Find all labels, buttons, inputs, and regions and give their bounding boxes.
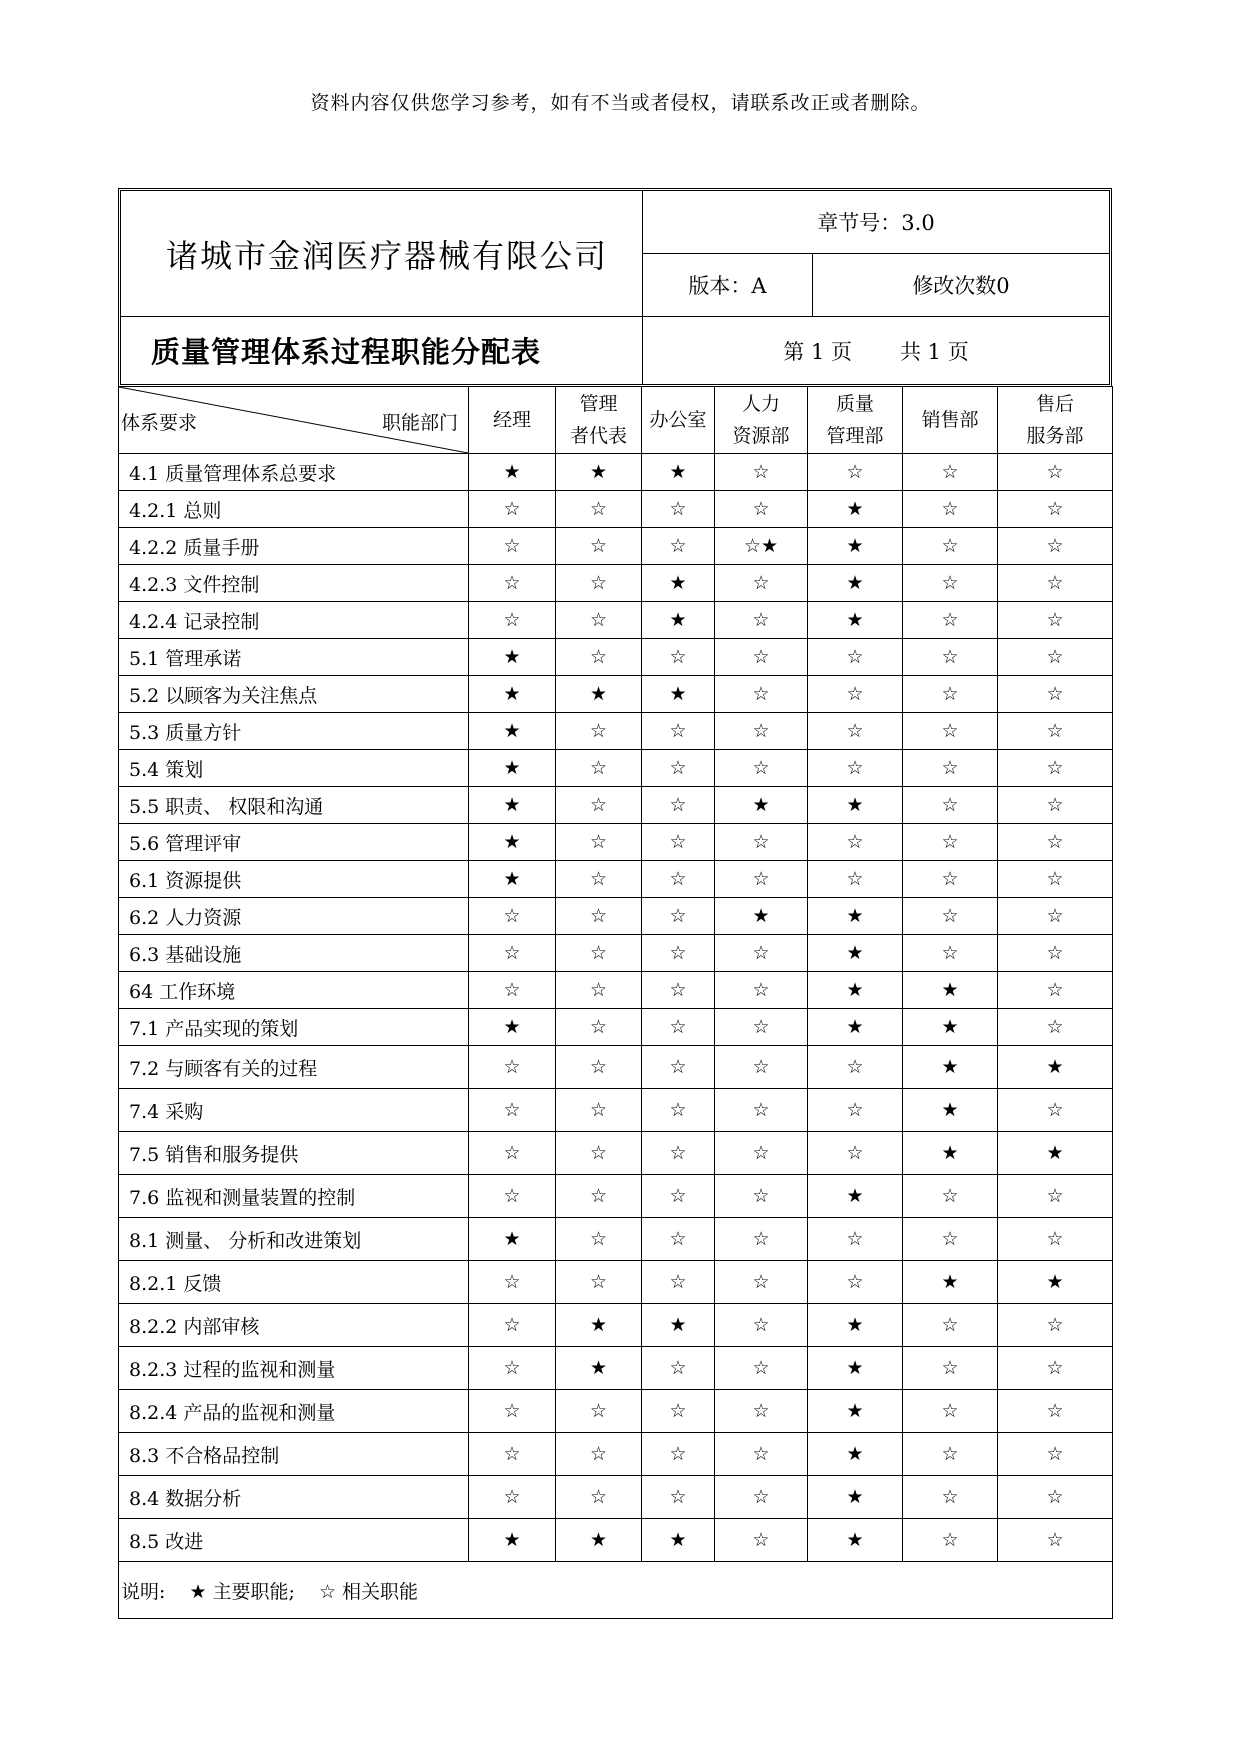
function-mark-cell: ☆ — [903, 787, 998, 824]
function-mark-cell: ☆ — [556, 972, 642, 1009]
function-mark-cell: ★ — [808, 1433, 903, 1476]
function-mark-cell: ☆ — [556, 1390, 642, 1433]
function-mark-cell: ★ — [808, 787, 903, 824]
function-mark-cell: ☆ — [715, 1261, 808, 1304]
function-mark-cell: ☆ — [903, 602, 998, 639]
function-mark-cell: ☆ — [715, 1218, 808, 1261]
requirement-cell: 8.2.1 反馈 — [119, 1261, 469, 1304]
function-mark-cell: ☆ — [998, 1009, 1113, 1046]
table-row — [119, 676, 1113, 713]
requirement-cell: 8.3 不合格品控制 — [119, 1433, 469, 1476]
function-mark-cell: ☆ — [715, 1175, 808, 1218]
dept-header-manager: 经理 — [469, 387, 556, 454]
function-allocation-table — [118, 386, 1113, 1619]
requirement-cell: 4.2.4 记录控制 — [119, 602, 469, 639]
function-mark-cell: ☆ — [808, 454, 903, 491]
function-mark-cell: ☆ — [903, 1175, 998, 1218]
dept-header-sales: 销售部 — [903, 387, 998, 454]
table-row — [119, 861, 1113, 898]
function-mark-cell: ☆ — [998, 972, 1113, 1009]
function-mark-cell: ☆ — [998, 528, 1113, 565]
function-mark-cell: ☆ — [903, 1476, 998, 1519]
table-row — [119, 824, 1113, 861]
function-mark-cell: ☆ — [715, 1476, 808, 1519]
legend-row — [119, 1562, 1113, 1619]
function-mark-cell: ☆ — [469, 1089, 556, 1132]
function-mark-cell: ☆ — [642, 528, 715, 565]
function-mark-cell: ★ — [808, 1304, 903, 1347]
function-mark-cell: ☆ — [903, 528, 998, 565]
table-row — [119, 528, 1113, 565]
function-mark-cell: ☆ — [556, 1089, 642, 1132]
function-mark-cell: ★ — [998, 1261, 1113, 1304]
requirement-cell: 4.1 质量管理体系总要求 — [119, 454, 469, 491]
dept-header-mgmt-rep: 管理 者代表 — [556, 387, 642, 454]
function-mark-cell: ☆ — [998, 1347, 1113, 1390]
related-star-icon: ☆ — [318, 1580, 336, 1603]
requirement-cell: 8.2.3 过程的监视和测量 — [119, 1347, 469, 1390]
function-mark-cell: ☆ — [998, 1519, 1113, 1562]
function-mark-cell: ★ — [808, 898, 903, 935]
table-row — [119, 750, 1113, 787]
function-mark-cell: ★ — [808, 1476, 903, 1519]
requirement-cell: 4.2.1 总则 — [119, 491, 469, 528]
function-mark-cell: ★ — [998, 1132, 1113, 1175]
function-mark-cell: ★ — [808, 602, 903, 639]
departments-label: 职能部门 — [381, 412, 458, 434]
function-mark-cell: ★ — [808, 1009, 903, 1046]
table-row — [119, 1347, 1113, 1390]
function-mark-cell: ★ — [903, 972, 998, 1009]
dept-header-quality: 质量 管理部 — [808, 387, 903, 454]
function-mark-cell: ☆ — [998, 1218, 1113, 1261]
function-mark-cell: ☆ — [469, 898, 556, 935]
page-current: 第 1 页 — [783, 339, 852, 364]
function-mark-cell: ☆ — [642, 972, 715, 1009]
function-mark-cell: ☆ — [808, 676, 903, 713]
function-mark-cell: ☆ — [715, 1519, 808, 1562]
function-mark-cell: ★ — [903, 1261, 998, 1304]
function-mark-cell: ☆ — [469, 528, 556, 565]
function-mark-cell: ☆ — [556, 1046, 642, 1089]
function-mark-cell: ☆ — [469, 1261, 556, 1304]
function-mark-cell: ☆ — [469, 491, 556, 528]
function-mark-cell: ☆ — [808, 1089, 903, 1132]
function-mark-cell: ☆ — [556, 602, 642, 639]
table-row — [119, 639, 1113, 676]
function-mark-cell: ☆ — [469, 972, 556, 1009]
dept-header-aftersales: 售后 服务部 — [998, 387, 1113, 454]
function-mark-cell: ☆ — [556, 1218, 642, 1261]
function-mark-cell: ☆ — [715, 454, 808, 491]
function-mark-cell: ☆ — [903, 1390, 998, 1433]
function-mark-cell: ☆ — [903, 1304, 998, 1347]
function-mark-cell: ☆ — [715, 935, 808, 972]
table-row — [119, 1089, 1113, 1132]
function-mark-cell: ☆ — [556, 750, 642, 787]
function-mark-cell: ☆ — [469, 1304, 556, 1347]
table-row — [119, 491, 1113, 528]
function-mark-cell: ☆ — [715, 676, 808, 713]
table-row — [119, 1304, 1113, 1347]
function-mark-cell: ☆ — [903, 898, 998, 935]
function-mark-cell: ☆ — [808, 824, 903, 861]
table-row — [119, 787, 1113, 824]
company-name: 诸城市金润医疗器械有限公司 — [121, 191, 643, 317]
requirement-cell: 8.1 测量、 分析和改进策划 — [119, 1218, 469, 1261]
table-row — [119, 565, 1113, 602]
function-mark-cell: ☆ — [642, 1433, 715, 1476]
function-mark-cell: ★ — [808, 1347, 903, 1390]
page-indicator — [643, 317, 1109, 384]
function-mark-cell: ★ — [469, 713, 556, 750]
function-mark-cell: ☆ — [642, 935, 715, 972]
function-mark-cell: ☆ — [903, 1519, 998, 1562]
function-mark-cell: ☆ — [642, 1089, 715, 1132]
table-row — [119, 1132, 1113, 1175]
function-mark-cell: ☆ — [642, 1476, 715, 1519]
function-mark-cell: ☆ — [556, 713, 642, 750]
function-mark-cell: ☆ — [642, 1009, 715, 1046]
function-mark-cell: ★ — [556, 676, 642, 713]
function-mark-cell: ★ — [642, 602, 715, 639]
function-mark-cell: ★ — [808, 1390, 903, 1433]
function-mark-cell: ☆ — [998, 1304, 1113, 1347]
function-mark-cell: ☆ — [998, 824, 1113, 861]
requirement-cell: 64 工作环境 — [119, 972, 469, 1009]
function-mark-cell: ☆ — [808, 1218, 903, 1261]
function-mark-cell: ☆ — [903, 676, 998, 713]
function-mark-cell: ☆ — [469, 1175, 556, 1218]
function-mark-cell: ★ — [642, 565, 715, 602]
table-row — [119, 1433, 1113, 1476]
function-mark-cell: ☆ — [715, 972, 808, 1009]
function-mark-cell: ★ — [998, 1046, 1113, 1089]
table-row — [119, 1519, 1113, 1562]
legend-primary-text: 主要职能; — [212, 1580, 295, 1603]
function-mark-cell: ★ — [469, 1218, 556, 1261]
function-mark-cell: ☆ — [998, 676, 1113, 713]
function-mark-cell: ☆ — [556, 861, 642, 898]
legend-cell — [119, 1562, 1113, 1619]
system-requirements-label: 体系要求 — [121, 412, 198, 434]
function-mark-cell: ★ — [469, 639, 556, 676]
function-mark-cell: ☆ — [715, 1009, 808, 1046]
legend-prefix: 说明: — [121, 1580, 166, 1603]
function-mark-cell: ☆ — [998, 602, 1113, 639]
function-mark-cell: ★ — [903, 1089, 998, 1132]
function-mark-cell: ☆ — [469, 935, 556, 972]
legend-related-text: 相关职能 — [342, 1580, 419, 1603]
requirement-cell: 8.2.4 产品的监视和测量 — [119, 1390, 469, 1433]
function-mark-cell: ★ — [808, 1519, 903, 1562]
requirement-cell: 6.1 资源提供 — [119, 861, 469, 898]
requirement-cell: 7.4 采购 — [119, 1089, 469, 1132]
function-mark-cell: ★ — [469, 1519, 556, 1562]
function-mark-cell: ★ — [556, 1519, 642, 1562]
function-mark-cell: ☆ — [556, 787, 642, 824]
function-mark-cell: ☆ — [903, 1218, 998, 1261]
function-mark-cell: ☆ — [998, 1390, 1113, 1433]
function-mark-cell: ☆ — [715, 750, 808, 787]
function-mark-cell: ☆ — [808, 1132, 903, 1175]
function-mark-cell: ★ — [808, 491, 903, 528]
chapter-number: 章节号：3.0 — [643, 191, 1109, 254]
function-mark-cell: ☆ — [998, 639, 1113, 676]
function-mark-cell: ☆ — [642, 861, 715, 898]
function-mark-cell: ☆ — [642, 1390, 715, 1433]
function-mark-cell: ☆ — [998, 787, 1113, 824]
requirement-cell: 6.2 人力资源 — [119, 898, 469, 935]
function-mark-cell: ☆ — [556, 935, 642, 972]
function-mark-cell: ☆ — [903, 454, 998, 491]
table-row — [119, 1175, 1113, 1218]
requirement-cell: 5.2 以顾客为关注焦点 — [119, 676, 469, 713]
requirement-cell: 7.5 销售和服务提供 — [119, 1132, 469, 1175]
function-mark-cell: ★ — [469, 824, 556, 861]
function-mark-cell: ☆ — [556, 1009, 642, 1046]
function-mark-cell: ☆ — [998, 565, 1113, 602]
function-mark-cell: ☆ — [556, 528, 642, 565]
function-mark-cell: ★ — [715, 787, 808, 824]
table-body — [119, 454, 1113, 1562]
table-row — [119, 1261, 1113, 1304]
function-mark-cell: ☆ — [556, 1261, 642, 1304]
requirement-cell: 7.6 监视和测量装置的控制 — [119, 1175, 469, 1218]
function-mark-cell: ★ — [642, 1304, 715, 1347]
function-mark-cell: ★ — [808, 565, 903, 602]
table-row — [119, 1390, 1113, 1433]
function-mark-cell: ☆ — [642, 1347, 715, 1390]
table-row — [119, 1218, 1113, 1261]
function-mark-cell: ★ — [469, 1009, 556, 1046]
requirement-cell: 5.6 管理评审 — [119, 824, 469, 861]
function-mark-cell: ★ — [903, 1046, 998, 1089]
function-mark-cell: ★ — [808, 972, 903, 1009]
function-mark-cell: ☆ — [808, 861, 903, 898]
version-label: 版本：A — [643, 254, 813, 317]
watermark-disclaimer: 资料内容仅供您学习参考，如有不当或者侵权，请联系改正或者删除。 — [310, 92, 931, 114]
function-mark-cell: ★ — [903, 1132, 998, 1175]
function-mark-cell: ☆ — [469, 1390, 556, 1433]
function-mark-cell: ★ — [556, 1347, 642, 1390]
function-mark-cell: ☆ — [642, 1218, 715, 1261]
function-mark-cell: ★ — [642, 454, 715, 491]
function-mark-cell: ☆ — [642, 1175, 715, 1218]
function-mark-cell: ★ — [642, 676, 715, 713]
function-mark-cell: ☆ — [469, 1433, 556, 1476]
function-mark-cell: ☆ — [469, 1347, 556, 1390]
requirement-cell: 5.5 职责、 权限和沟通 — [119, 787, 469, 824]
requirement-cell: 5.3 质量方针 — [119, 713, 469, 750]
table-row — [119, 454, 1113, 491]
requirement-cell: 8.5 改进 — [119, 1519, 469, 1562]
function-mark-cell: ☆ — [715, 1347, 808, 1390]
function-mark-cell: ★ — [808, 935, 903, 972]
function-mark-cell: ☆ — [808, 1046, 903, 1089]
function-mark-cell: ★ — [808, 528, 903, 565]
function-mark-cell: ☆ — [998, 750, 1113, 787]
document-header — [118, 188, 1112, 387]
table-row — [119, 1476, 1113, 1519]
requirement-cell: 4.2.2 质量手册 — [119, 528, 469, 565]
function-mark-cell: ☆ — [642, 1261, 715, 1304]
table-row — [119, 1009, 1113, 1046]
function-mark-cell: ☆ — [556, 565, 642, 602]
function-mark-cell: ☆ — [903, 935, 998, 972]
function-mark-cell: ★ — [556, 1304, 642, 1347]
requirement-cell: 6.3 基础设施 — [119, 935, 469, 972]
primary-star-icon: ★ — [189, 1580, 207, 1603]
function-mark-cell: ☆ — [469, 602, 556, 639]
function-mark-cell: ☆ — [642, 787, 715, 824]
function-mark-cell: ☆ — [715, 1089, 808, 1132]
function-mark-cell: ☆ — [715, 602, 808, 639]
function-mark-cell: ☆ — [998, 1089, 1113, 1132]
function-mark-cell: ☆ — [642, 898, 715, 935]
requirement-cell: 8.4 数据分析 — [119, 1476, 469, 1519]
function-mark-cell: ☆ — [556, 1132, 642, 1175]
function-mark-cell: ☆ — [556, 639, 642, 676]
function-mark-cell: ★ — [556, 454, 642, 491]
function-mark-cell: ★ — [808, 1175, 903, 1218]
function-mark-cell: ☆ — [998, 1433, 1113, 1476]
requirement-cell: 5.1 管理承诺 — [119, 639, 469, 676]
function-mark-cell: ☆ — [998, 1476, 1113, 1519]
dept-header-office: 办公室 — [642, 387, 715, 454]
function-mark-cell: ☆ — [903, 750, 998, 787]
function-mark-cell: ☆ — [642, 1132, 715, 1175]
table-row — [119, 713, 1113, 750]
function-mark-cell: ☆ — [715, 1304, 808, 1347]
function-mark-cell: ☆ — [808, 750, 903, 787]
requirement-cell: 7.1 产品实现的策划 — [119, 1009, 469, 1046]
revision-count: 修改次数0 — [813, 254, 1109, 317]
function-mark-cell: ☆ — [556, 491, 642, 528]
function-mark-cell: ☆ — [998, 713, 1113, 750]
document-title: 质量管理体系过程职能分配表 — [121, 317, 643, 384]
function-mark-cell: ☆ — [556, 1175, 642, 1218]
function-mark-cell: ★ — [469, 861, 556, 898]
function-mark-cell: ☆ — [556, 824, 642, 861]
function-mark-cell: ☆ — [998, 491, 1113, 528]
function-mark-cell: ☆ — [903, 1347, 998, 1390]
table-header-row — [119, 387, 1113, 454]
function-mark-cell: ☆ — [715, 713, 808, 750]
function-mark-cell: ☆ — [715, 861, 808, 898]
requirement-cell: 7.2 与顾客有关的过程 — [119, 1046, 469, 1089]
function-mark-cell: ☆ — [903, 824, 998, 861]
function-mark-cell: ★ — [642, 1519, 715, 1562]
function-mark-cell: ☆ — [715, 491, 808, 528]
function-mark-cell: ☆ — [556, 1476, 642, 1519]
table-row — [119, 898, 1113, 935]
function-mark-cell: ☆ — [808, 639, 903, 676]
function-mark-cell: ☆ — [998, 861, 1113, 898]
function-mark-cell: ☆ — [642, 639, 715, 676]
diagonal-header-cell — [119, 387, 469, 454]
function-mark-cell: ★ — [469, 750, 556, 787]
function-mark-cell: ☆ — [808, 713, 903, 750]
function-mark-cell: ☆ — [998, 935, 1113, 972]
function-mark-cell: ☆ — [642, 1046, 715, 1089]
table-row — [119, 602, 1113, 639]
function-mark-cell: ☆ — [642, 491, 715, 528]
function-mark-cell: ☆ — [715, 565, 808, 602]
function-mark-cell: ☆ — [903, 491, 998, 528]
function-mark-cell: ☆ — [903, 861, 998, 898]
function-mark-cell: ★ — [469, 787, 556, 824]
function-mark-cell: ☆ — [556, 1433, 642, 1476]
function-mark-cell: ☆ — [642, 713, 715, 750]
table-row — [119, 972, 1113, 1009]
function-mark-cell: ☆ — [808, 1261, 903, 1304]
function-mark-cell: ☆ — [998, 898, 1113, 935]
function-mark-cell: ★ — [903, 1009, 998, 1046]
table-row — [119, 1046, 1113, 1089]
function-mark-cell: ☆ — [469, 1476, 556, 1519]
function-mark-cell: ☆ — [903, 1433, 998, 1476]
function-mark-cell: ☆ — [903, 639, 998, 676]
function-mark-cell: ☆ — [715, 1390, 808, 1433]
dept-header-hr: 人力 资源部 — [715, 387, 808, 454]
function-mark-cell: ☆ — [903, 565, 998, 602]
function-mark-cell: ★ — [469, 676, 556, 713]
function-mark-cell: ☆ — [642, 824, 715, 861]
function-mark-cell: ☆ — [469, 1132, 556, 1175]
table-row — [119, 935, 1113, 972]
function-mark-cell: ☆ — [998, 454, 1113, 491]
requirement-cell: 8.2.2 内部审核 — [119, 1304, 469, 1347]
function-mark-cell: ☆ — [715, 639, 808, 676]
requirement-cell: 5.4 策划 — [119, 750, 469, 787]
function-mark-cell: ☆ — [715, 1433, 808, 1476]
function-mark-cell: ★ — [715, 898, 808, 935]
function-mark-cell: ☆ — [903, 713, 998, 750]
function-mark-cell: ☆ — [556, 898, 642, 935]
function-mark-cell: ☆★ — [715, 528, 808, 565]
function-mark-cell: ★ — [469, 454, 556, 491]
function-mark-cell: ☆ — [998, 1175, 1113, 1218]
requirement-cell: 4.2.3 文件控制 — [119, 565, 469, 602]
function-mark-cell: ☆ — [715, 1046, 808, 1089]
function-mark-cell: ☆ — [715, 824, 808, 861]
function-mark-cell: ☆ — [469, 1046, 556, 1089]
page-total: 共 1 页 — [900, 339, 969, 364]
function-mark-cell: ☆ — [715, 1132, 808, 1175]
function-mark-cell: ☆ — [469, 565, 556, 602]
function-mark-cell: ☆ — [642, 750, 715, 787]
